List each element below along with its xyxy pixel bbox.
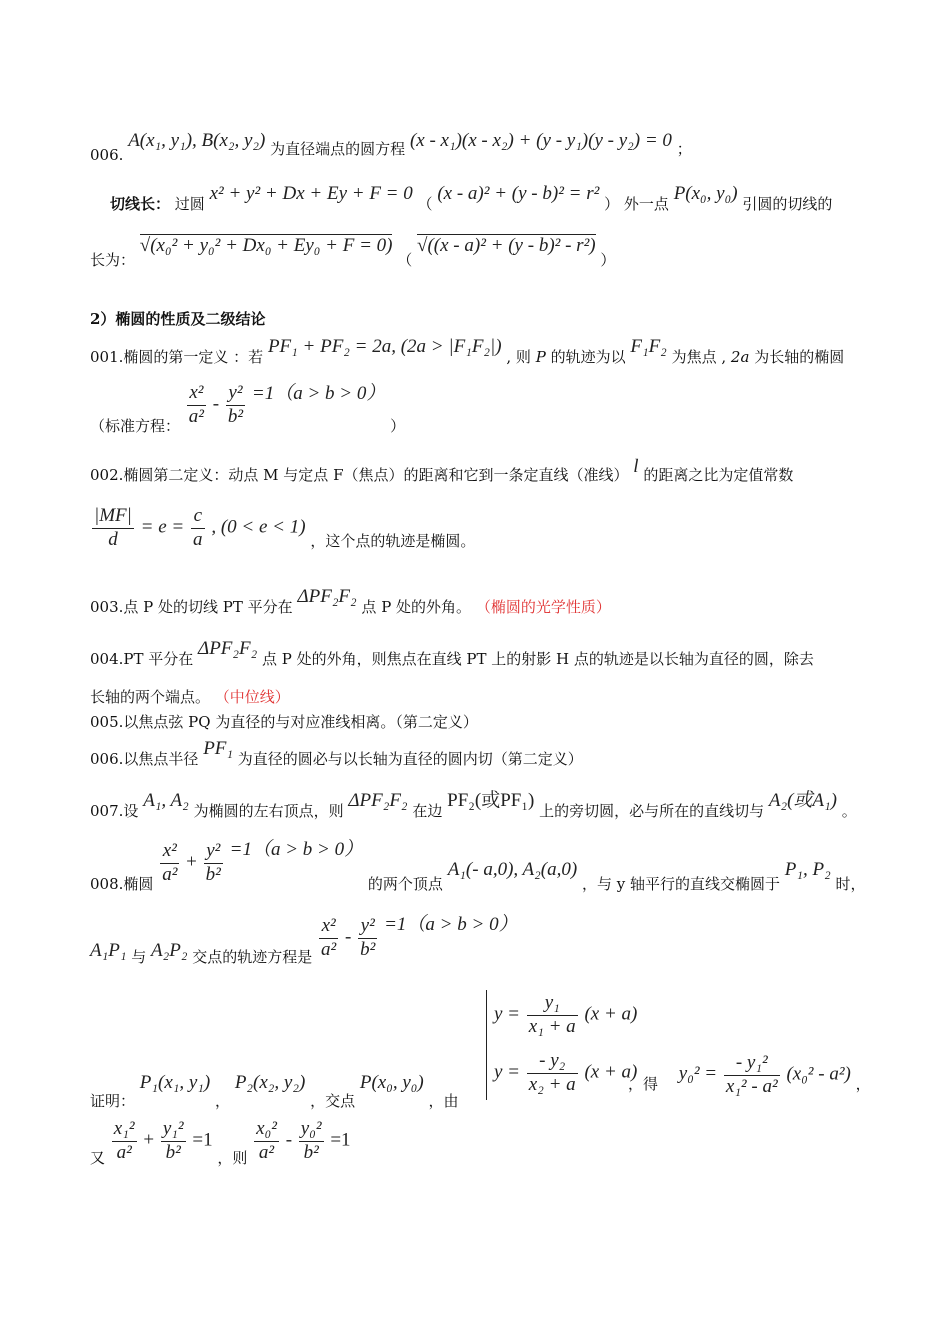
text: ，则	[217, 1149, 248, 1168]
item-003	[90, 586, 611, 616]
eq-lhs: y =	[494, 1061, 521, 1083]
eq-rhs: (x + a)	[584, 1003, 638, 1025]
formula-mid: = e =	[140, 516, 185, 538]
symbol-p: P	[535, 348, 546, 366]
text: 在边	[412, 802, 443, 820]
paren: ）	[600, 251, 616, 269]
fraction-c-a: $\frac{c}{a}$	[193, 505, 203, 550]
label: 切线长：	[110, 195, 171, 213]
text: 引圆的切线的	[742, 195, 833, 213]
text: 过圆	[174, 195, 205, 213]
formula-first-definition: PF₁ + PF₂ = 2a, (2a > |F₁F₂|)	[267, 336, 502, 357]
text: 长轴的两个端点。	[90, 688, 211, 706]
formula-vertices: A₁(- a,0), A₂(a,0)	[447, 859, 578, 881]
formula-line-2: A₂P₂	[151, 940, 188, 962]
fraction: $\frac{\text{y₁²}}{\text{b²}}$	[162, 1118, 184, 1163]
text: 点 P 处的外角，则焦点在直线 PT 上的射影 H 点的轨迹是以长轴为直径的圆，除去	[262, 650, 814, 668]
text: 001.椭圆的第一定义 ：若	[90, 348, 264, 366]
eq: =1	[192, 1129, 213, 1151]
text: 004.PT 平分在	[90, 650, 194, 668]
formula-rest: =1（a > b > 0）	[384, 914, 518, 936]
item-008	[90, 839, 866, 894]
item-005: 005.以焦点弦 PQ 为直径的与对应准线相离。（第二定义）	[90, 713, 478, 731]
fraction-y: $\frac{\text{y²}}{\text{b²}}$	[205, 840, 221, 885]
formula-length-standard: √((x - a)² + (y - b)² - r²)	[417, 235, 596, 256]
formula-circle-standard: (x - a)² + (y - b)² = r²	[437, 183, 600, 204]
formula-points: P₁, P₂	[784, 859, 831, 881]
item-008-locus	[90, 914, 518, 967]
fraction-x: $\frac{\text{x²}}{\text{a²}}$	[321, 915, 337, 960]
text: 证明：	[90, 1092, 136, 1110]
note-midline: （中位线）	[214, 688, 290, 706]
formula-tangent-point: A₂(或A₁)	[768, 790, 837, 811]
fraction-y: $\frac{\text{y²}}{\text{b²}}$	[360, 915, 376, 960]
system-eq-2	[494, 1050, 637, 1097]
formula-circle-diameter: (x - x₁)(x - x₂) + (y - y₁)(y - y₂) = 0	[409, 130, 672, 151]
symbol-l: l	[633, 456, 639, 477]
paren: （	[397, 251, 413, 269]
text: ，交点	[310, 1092, 356, 1110]
text: 上的旁切圆，必与所在的直线切与	[539, 802, 765, 820]
point-p: P(x₀, y₀)	[359, 1072, 424, 1093]
text: 002.椭圆第二定义：动点 M 与定点 F（焦点）的距离和它到一条定直线（准线）	[90, 466, 629, 484]
formula-endpoints: A(x₁, y₁), B(x₂, y₂)	[128, 130, 266, 151]
fraction: $\frac{\text{- y₂}}{\text{x₂ + a}}$	[528, 1050, 576, 1095]
formula-triangle: ΔPF₂F₂	[348, 790, 408, 811]
item-002	[90, 456, 794, 484]
proof-line	[90, 1072, 459, 1110]
formula-point: P(x₀, y₀)	[673, 183, 738, 204]
item-004-cont	[90, 688, 290, 706]
formula-focal-radius: PF₁	[203, 738, 234, 759]
system-brace	[486, 990, 487, 1100]
minus: -	[212, 393, 220, 415]
plus: +	[143, 1129, 155, 1151]
text: 006.以焦点半径	[90, 750, 199, 768]
formula-foci: F₁F₂	[630, 336, 667, 357]
punct: ，	[855, 1075, 871, 1094]
res-lhs: y₀² =	[678, 1063, 718, 1085]
text: 为焦点 ,	[671, 348, 727, 366]
plus: +	[186, 851, 197, 873]
proof-result	[628, 1052, 871, 1099]
text: 长为：	[90, 251, 136, 269]
formula-line-1: A₁P₁	[90, 940, 127, 962]
paren: （	[417, 195, 433, 213]
text: 的距离之比为定值常数	[643, 466, 794, 484]
item-007	[90, 790, 857, 820]
formula-side: PF₂(或PF₁)	[447, 790, 535, 811]
fraction-mf-d: $\frac{|MF|}{d}$	[94, 505, 132, 550]
line-006	[90, 130, 692, 164]
formula-vertices: A₁, A₂	[143, 790, 189, 811]
punct: ；	[676, 140, 692, 158]
text: 又	[90, 1149, 106, 1168]
item-001	[90, 336, 845, 366]
eq-lhs: y =	[494, 1003, 521, 1025]
formula-length-general: √(x₀² + y₀² + Dx₀ + Ey₀ + F = 0)	[139, 235, 393, 256]
text: ，这个点的轨迹是椭圆。	[310, 532, 476, 551]
fraction: $\frac{\text{y₀²}}{\text{b²}}$	[300, 1118, 322, 1163]
text: ，由	[428, 1092, 459, 1110]
paren: ）	[604, 195, 620, 213]
fraction: $\frac{\text{x₀²}}{\text{a²}}$	[256, 1118, 277, 1163]
text: 为直径的圆必与以长轴为直径的圆内切（第二定义）	[237, 750, 583, 768]
fraction-x: $\frac{\text{x²}}{\text{a²}}$	[188, 382, 204, 427]
text: 007.设	[90, 802, 139, 820]
text: 与	[131, 948, 147, 967]
eq-rhs: (x + a)	[584, 1061, 638, 1083]
item-001-standard	[90, 382, 406, 436]
item-004	[90, 638, 814, 668]
text: 的轨迹为以	[550, 348, 626, 366]
section-heading: 2）椭圆的性质及二级结论	[90, 310, 266, 328]
line-tangent	[110, 183, 833, 213]
minus: -	[285, 1129, 293, 1151]
formula-rest: =1（a > b > 0）	[251, 383, 386, 405]
item-number: 006.	[90, 146, 124, 164]
text: ，得	[628, 1075, 659, 1094]
text: 为直径端点的圆方程	[270, 140, 406, 158]
fraction-x: $\frac{\text{x²}}{\text{a²}}$	[162, 840, 178, 885]
text: 外一点	[623, 195, 669, 213]
text: 为长轴的椭圆	[754, 348, 845, 366]
fraction: $\frac{\text{- y₁²}}{\text{x₁² - a²}}$	[725, 1052, 778, 1097]
note-optical-property: （椭圆的光学性质）	[475, 598, 611, 616]
also-line	[90, 1118, 351, 1168]
res-rhs: (x₀² - a²)	[786, 1063, 851, 1085]
text: 交点的轨迹方程是	[192, 948, 313, 967]
text: 时，	[835, 875, 866, 894]
point-p2: P₂(x₂, y₂)	[234, 1072, 306, 1093]
text: （标准方程：	[90, 417, 181, 436]
item-006-ellipse	[90, 738, 583, 768]
system-eq-1	[494, 992, 637, 1039]
text: 点 P 处的外角。	[361, 598, 472, 616]
text: , 则	[506, 348, 531, 366]
point-p1: P₁(x₁, y₁)	[139, 1072, 211, 1093]
formula-triangle: ΔPF₂F₂	[297, 586, 357, 607]
symbol-2a: 2a	[730, 348, 750, 366]
fraction: $\frac{\text{x₁²}}{\text{a²}}$	[113, 1118, 135, 1163]
formula-circle-general: x² + y² + Dx + Ey + F = 0	[209, 183, 413, 204]
text: 的两个顶点	[367, 875, 443, 894]
text: 003.点 P 处的切线 PT 平分在	[90, 598, 293, 616]
text: 008.椭圆	[90, 875, 154, 894]
punct: 。	[841, 802, 857, 820]
punct: ，	[215, 1092, 231, 1110]
formula-range: , (0 < e < 1)	[211, 516, 306, 538]
fraction-y: $\frac{\text{y²}}{\text{b²}}$	[227, 382, 244, 427]
fraction: $\frac{\text{y₁}}{\text{x₁ + a}}$	[528, 992, 576, 1037]
text: 为椭圆的左右顶点，则	[193, 802, 344, 820]
minus: -	[345, 926, 352, 948]
line-tangent-length	[90, 235, 616, 269]
text: ）	[390, 417, 406, 436]
item-002-formula	[90, 505, 475, 552]
text: ，与 y 轴平行的直线交椭圆于	[581, 875, 780, 894]
formula-rest: =1（a > b > 0）	[229, 839, 364, 861]
formula-triangle: ΔPF₂F₂	[198, 638, 258, 659]
eq: =1	[330, 1129, 351, 1151]
